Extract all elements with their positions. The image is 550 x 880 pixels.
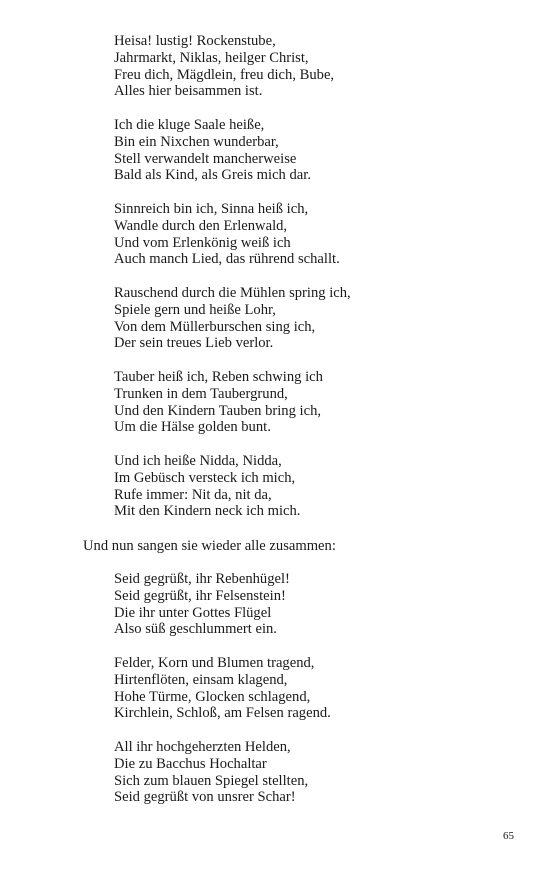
verse-line: Die ihr unter Gottes Flügel [114,604,272,621]
verse-line: Kirchlein, Schloß, am Felsen ragend. [114,705,331,722]
verse-line: Jahrmarkt, Niklas, heilger Christ, [114,49,309,66]
stanza [114,33,514,100]
verse-line: Die zu Bacchus Hochaltar [114,755,267,772]
page-number: 65 [503,830,514,842]
verse-line: Heisa! lustig! Rockenstube, [114,33,276,49]
verse-line: Im Gebüsch versteck ich mich, [114,469,296,486]
verse-line: Der sein treues Lieb verlor. [114,335,274,352]
verse-line: Seid gegrüßt von unsrer Schar! [114,789,296,806]
verse-line: Rauschend durch die Mühlen spring ich, [114,285,351,301]
verse-line: Wandle durch den Erlenwald, [114,217,288,234]
verse-line: Hirtenflöten, einsam klagend, [114,671,288,688]
verse-line: All ihr hochgeherzten Helden, [114,739,291,755]
prose-line: Und nun sangen sie wieder alle zusammen: [83,538,336,554]
stanza [114,201,514,268]
stanza [114,739,514,806]
verse-line: Seid gegrüßt, ihr Felsenstein! [114,587,286,604]
verse-line: Also süß geschlummert ein. [114,621,277,638]
verse-line: Trunken in dem Taubergrund, [114,385,288,402]
verse-line: Und ich heiße Nidda, Nidda, [114,453,282,469]
verse-line: Stell verwandelt mancherweise [114,150,297,167]
verse-line: Felder, Korn und Blumen tragend, [114,655,315,671]
verse-line: Und vom Erlenkönig weiß ich [114,234,291,251]
verse-line: Ich die kluge Saale heiße, [114,117,265,133]
stanza [114,571,514,638]
verse-line: Spiele gern und heiße Lohr, [114,301,276,318]
stanza [114,285,514,352]
verse-line: Sich zum blauen Spiegel stellten, [114,772,309,789]
verse-line: Hohe Türme, Glocken schlagend, [114,688,311,705]
stanza [114,117,514,184]
verse-line: Bin ein Nixchen wunderbar, [114,133,279,150]
verse-line: Alles hier beisammen ist. [114,83,263,100]
stanza [114,369,514,436]
verse-line: Seid gegrüßt, ihr Rebenhügel! [114,571,290,587]
verse-line: Freu dich, Mägdlein, freu dich, Bube, [114,66,335,83]
verse-line: Rufe immer: Nit da, nit da, [114,486,272,503]
stanza [114,453,514,520]
stanza [114,655,514,722]
verse-line: Sinnreich bin ich, Sinna heiß ich, [114,201,309,217]
verse-line: Um die Hälse golden bunt. [114,419,271,436]
verse-line: Mit den Kindern neck ich mich. [114,503,301,520]
verse-line: Auch manch Lied, das rührend schallt. [114,251,340,268]
verse-line: Tauber heiß ich, Reben schwing ich [114,369,323,385]
verse-line: Und den Kindern Tauben bring ich, [114,402,322,419]
verse-line: Bald als Kind, als Greis mich dar. [114,167,311,184]
verse-line: Von dem Müllerburschen sing ich, [114,318,316,335]
